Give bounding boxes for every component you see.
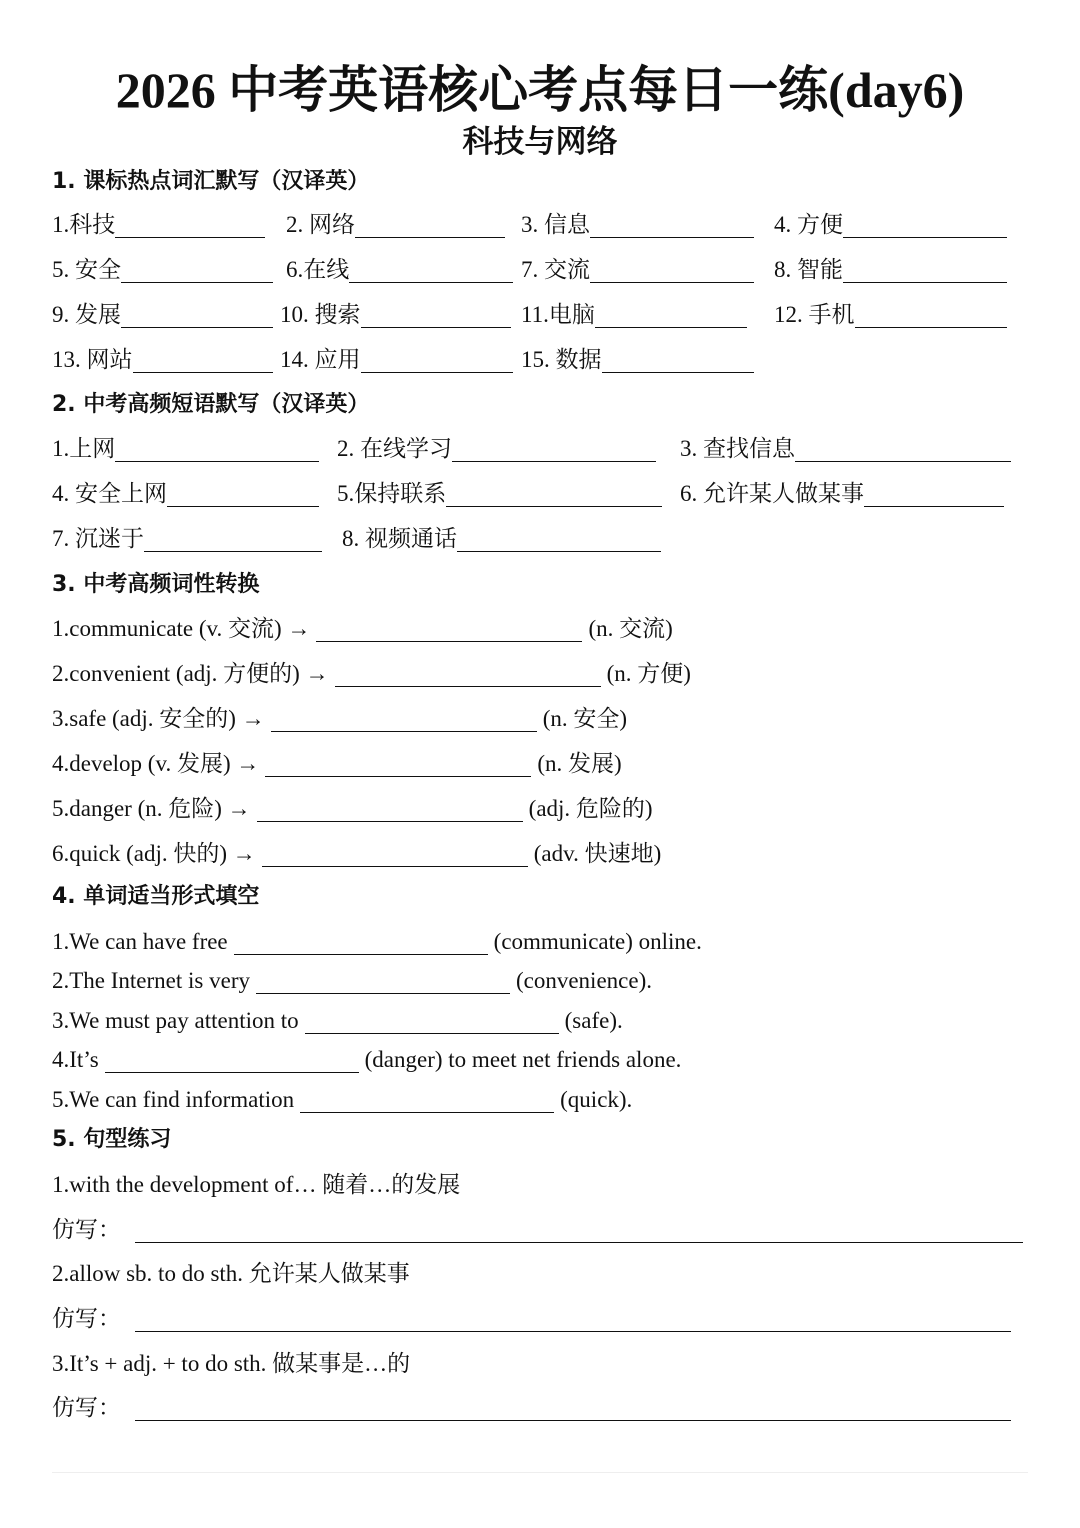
page-subtitle: 科技与网络	[462, 124, 618, 160]
phrase-item: 4. 安全上网	[52, 477, 319, 511]
fill-in-item: 1.We can have free (communicate) online.	[52, 929, 702, 954]
fill-in-item: 3.We must pay attention to (safe).	[52, 1008, 623, 1033]
answer-blank[interactable]	[349, 256, 513, 283]
answer-blank[interactable]	[864, 480, 1004, 507]
answer-blank[interactable]	[457, 525, 661, 552]
answer-blank[interactable]	[135, 1216, 1023, 1243]
answer-blank[interactable]	[257, 795, 523, 822]
answer-blank[interactable]	[121, 256, 273, 283]
conversion-item: 6.quick (adj. 快的) → (adv. 快速地)	[52, 841, 662, 866]
answer-blank[interactable]	[265, 750, 531, 777]
phrase-row	[52, 477, 1032, 511]
answer-blank[interactable]	[133, 346, 273, 373]
answer-blank[interactable]	[115, 211, 265, 238]
phrase-item: 3. 查找信息	[680, 432, 1011, 466]
vocab-item: 12. 手机	[774, 298, 1007, 332]
vocab-item: 9. 发展	[52, 298, 273, 332]
vocab-item: 6.在线	[286, 253, 513, 287]
phrase-row	[52, 522, 1032, 556]
phrase-item: 1.上网	[52, 432, 319, 466]
answer-blank[interactable]	[135, 1305, 1011, 1332]
conversion-item: 3.safe (adj. 安全的) → (n. 安全)	[52, 706, 628, 731]
vocab-row	[52, 343, 1032, 377]
pattern-item: 3.It’s + adj. + to do sth. 做某事是…的	[52, 1351, 411, 1376]
answer-blank[interactable]	[355, 211, 505, 238]
answer-blank[interactable]	[595, 301, 747, 328]
section3-title: 3. 中考高频词性转换	[52, 572, 260, 597]
vocab-row	[52, 298, 1032, 332]
answer-blank[interactable]	[795, 435, 1011, 462]
vocab-item: 8. 智能	[774, 253, 1007, 287]
page-title: 2026 中考英语核心考点每日一练(day6)	[115, 62, 965, 118]
section4-title: 4. 单词适当形式填空	[52, 884, 260, 909]
vocab-item: 14. 应用	[280, 343, 513, 377]
answer-blank[interactable]	[305, 1007, 559, 1034]
answer-blank[interactable]	[144, 525, 322, 552]
conversion-item: 4.develop (v. 发展) → (n. 发展)	[52, 751, 622, 776]
answer-blank[interactable]	[335, 660, 601, 687]
answer-blank[interactable]	[316, 615, 582, 642]
vocab-item: 13. 网站	[52, 343, 273, 377]
vocab-item: 7. 交流	[521, 253, 754, 287]
answer-blank[interactable]	[167, 480, 319, 507]
answer-blank[interactable]	[452, 435, 656, 462]
answer-blank[interactable]	[855, 301, 1007, 328]
vocab-item: 3. 信息	[521, 208, 754, 242]
answer-blank[interactable]	[361, 301, 511, 328]
phrase-item: 6. 允许某人做某事	[680, 477, 1004, 511]
answer-blank[interactable]	[256, 967, 510, 994]
conversion-item: 2.convenient (adj. 方便的) → (n. 方便)	[52, 661, 691, 686]
fill-in-item: 5.We can find information (quick).	[52, 1087, 633, 1112]
answer-blank[interactable]	[135, 1394, 1011, 1421]
answer-blank[interactable]	[843, 256, 1007, 283]
answer-blank[interactable]	[105, 1046, 359, 1073]
answer-blank[interactable]	[590, 256, 754, 283]
vocab-item: 10. 搜索	[280, 298, 511, 332]
vocab-row	[52, 208, 1032, 242]
fill-in-item: 4.It’s (danger) to meet net friends alone.	[52, 1047, 682, 1072]
answer-blank[interactable]	[234, 928, 488, 955]
conversion-item: 5.danger (n. 危险) → (adj. 危险的)	[52, 796, 653, 821]
conversion-item: 1.communicate (v. 交流) → (n. 交流)	[52, 616, 673, 641]
answer-blank[interactable]	[271, 705, 537, 732]
answer-blank[interactable]	[602, 346, 754, 373]
answer-blank[interactable]	[300, 1086, 554, 1113]
vocab-item: 1.科技	[52, 208, 265, 242]
vocab-item: 15. 数据	[521, 343, 754, 377]
imitation-line: 仿写：	[52, 1302, 1017, 1336]
vocab-item: 4. 方便	[774, 208, 1007, 242]
pattern-item: 2.allow sb. to do sth. 允许某人做某事	[52, 1261, 410, 1286]
phrase-item: 5.保持联系	[337, 477, 662, 511]
answer-blank[interactable]	[361, 346, 513, 373]
vocab-item: 5. 安全	[52, 253, 273, 287]
pattern-item: 1.with the development of… 随着…的发展	[52, 1172, 461, 1197]
fill-in-item: 2.The Internet is very (convenience).	[52, 968, 652, 993]
section5-title: 5. 句型练习	[52, 1127, 172, 1152]
answer-blank[interactable]	[262, 840, 528, 867]
phrase-item: 7. 沉迷于	[52, 522, 322, 556]
imitation-line: 仿写：	[52, 1213, 1029, 1247]
section1-title: 1. 课标热点词汇默写（汉译英）	[52, 169, 370, 194]
imitation-line: 仿写：	[52, 1391, 1017, 1425]
answer-blank[interactable]	[121, 301, 273, 328]
footer-divider	[52, 1472, 1028, 1473]
vocab-item: 2. 网络	[286, 208, 505, 242]
vocab-row	[52, 253, 1032, 287]
answer-blank[interactable]	[843, 211, 1007, 238]
answer-blank[interactable]	[115, 435, 319, 462]
section2-title: 2. 中考高频短语默写（汉译英）	[52, 392, 370, 417]
answer-blank[interactable]	[446, 480, 662, 507]
phrase-row	[52, 432, 1032, 466]
phrase-item: 8. 视频通话	[342, 522, 661, 556]
phrase-item: 2. 在线学习	[337, 432, 656, 466]
answer-blank[interactable]	[590, 211, 754, 238]
vocab-item: 11.电脑	[521, 298, 747, 332]
